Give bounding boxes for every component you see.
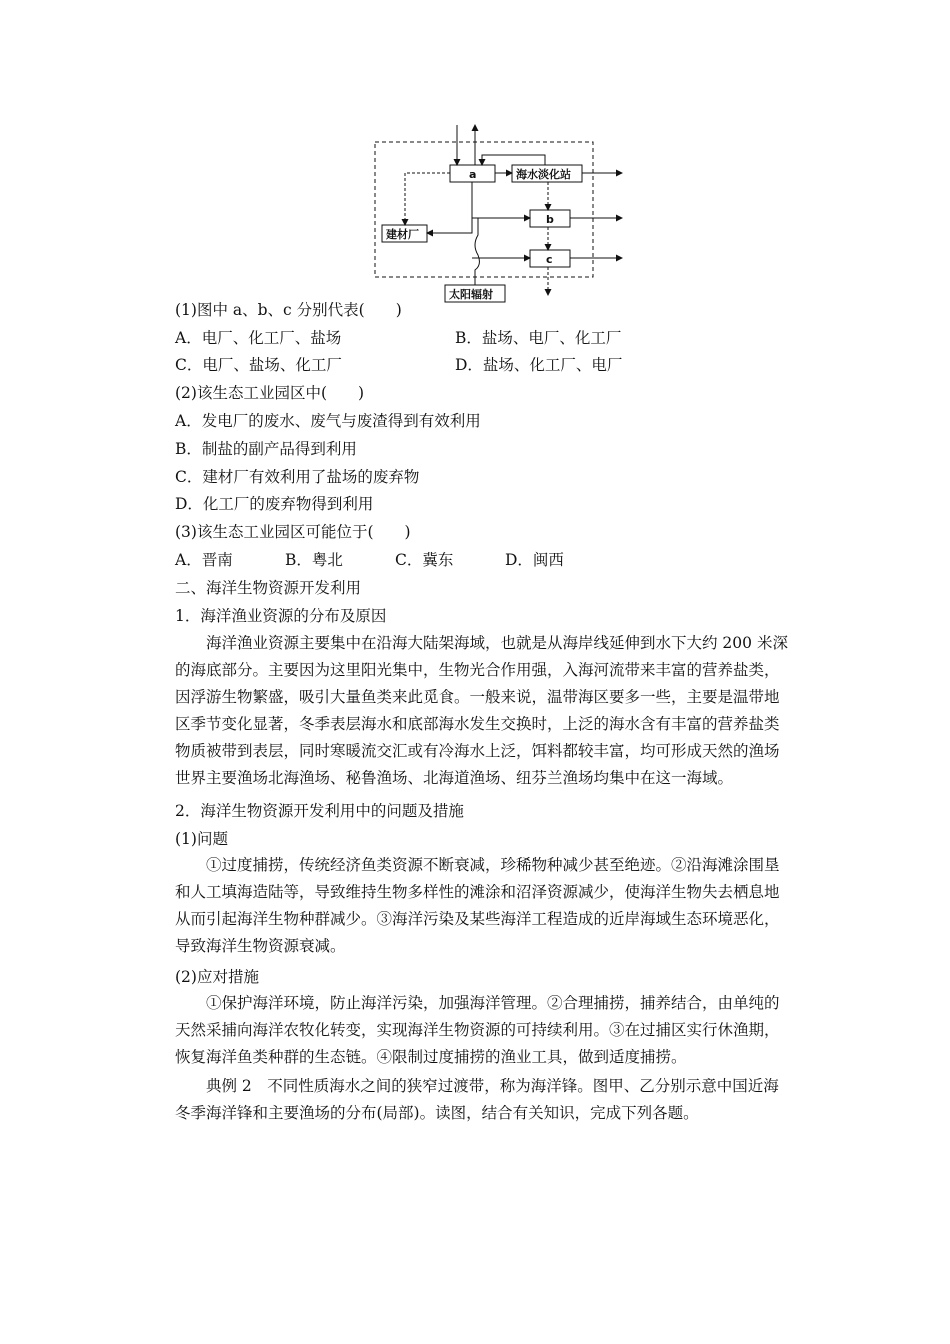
q2-option-c: C．建材厂有效利用了盐场的废弃物 bbox=[175, 468, 420, 486]
problems-line: 和人工填海造陆等，导致维持生物多样性的滩涂和沼泽资源减少，使海洋生物失去栖息地 bbox=[175, 883, 780, 901]
problems-line: ①过度捕捞，传统经济鱼类资源不断衰减，珍稀物种减少甚至绝迹。②沿海滩涂围垦 bbox=[175, 856, 780, 874]
fishery-line: 区季节变化显著，冬季表层海水和底部海水发生交换时，上泛的海水含有丰富的营养盐类 bbox=[175, 715, 780, 733]
measures-line: 恢复海洋鱼类种群的生态链。④限制过度捕捞的渔业工具，做到适度捕捞。 bbox=[175, 1048, 687, 1066]
q2-option-a: A．发电厂的废水、废气与废渣得到有效利用 bbox=[175, 412, 481, 430]
node-a-label: a bbox=[469, 168, 477, 181]
problems-line: 从而引起海洋生物种群减少。③海洋污染及某些海洋工程造成的近岸海域生态环境恶化， bbox=[175, 910, 780, 928]
q3-option-d: D．闽西 bbox=[505, 551, 564, 569]
q3-stem: (3)该生态工业园区可能位于( ) bbox=[175, 523, 411, 541]
subsection-2-title: 2．海洋生物资源开发利用中的问题及措施 bbox=[175, 802, 464, 820]
node-c-label: c bbox=[546, 253, 553, 266]
building-factory-label: 建材厂 bbox=[386, 228, 419, 241]
problems-line: 导致海洋生物资源衰减。 bbox=[175, 937, 346, 955]
measures-line: 天然采捕向海洋农牧化转变，实现海洋生物资源的可持续利用。③在过捕区实行休渔期， bbox=[175, 1021, 780, 1039]
fishery-line: 的海底部分。主要因为这里阳光集中，生物光合作用强，入海河流带来丰富的营养盐类， bbox=[175, 661, 780, 679]
fishery-line: 因浮游生物繁盛，吸引大量鱼类来此觅食。一般来说，温带海区要多一些，主要是温带地 bbox=[175, 688, 780, 706]
measures-title: (2)应对措施 bbox=[175, 968, 259, 986]
q1-option-a: A．电厂、化工厂、盐场 bbox=[175, 329, 342, 347]
q1-option-c: C．电厂、盐场、化工厂 bbox=[175, 356, 342, 374]
example-line: 典例 2 不同性质海水之间的狭窄过渡带，称为海洋锋。图甲、乙分别示意中国近海 bbox=[175, 1077, 779, 1095]
fishery-line: 海洋渔业资源主要集中在沿海大陆架海域，也就是从海岸线延伸到水下大约 200 米深 bbox=[175, 634, 788, 652]
q3-option-c: C．冀东 bbox=[395, 551, 454, 569]
q3-option-b: B．粤北 bbox=[285, 551, 343, 569]
measures-paragraph bbox=[175, 990, 815, 1071]
q2-option-b: B．制盐的副产品得到利用 bbox=[175, 440, 357, 458]
measures-line: ①保护海洋环境，防止海洋污染，加强海洋管理。②合理捕捞，捕养结合，由单纯的 bbox=[175, 994, 780, 1012]
node-b-label: b bbox=[546, 213, 554, 226]
q3-option-a: A．晋南 bbox=[175, 551, 233, 569]
problems-title: (1)问题 bbox=[175, 830, 228, 848]
q2-option-d: D．化工厂的废弃物得到利用 bbox=[175, 495, 374, 513]
q1-stem: (1)图中 a、b、c 分别代表( ) bbox=[175, 301, 402, 319]
desalination-label: 海水淡化站 bbox=[516, 168, 571, 181]
eco-industrial-park-diagram bbox=[360, 120, 640, 305]
fishery-paragraph bbox=[175, 630, 815, 792]
problems-paragraph bbox=[175, 852, 815, 960]
fishery-line: 世界主要渔场北海渔场、秘鲁渔场、北海道渔场、纽芬兰渔场均集中在这一海域。 bbox=[175, 769, 734, 787]
solar-label: 太阳辐射 bbox=[449, 288, 493, 301]
example-paragraph bbox=[175, 1073, 815, 1127]
q3-options bbox=[175, 550, 564, 570]
subsection-1-title: 1．海洋渔业资源的分布及原因 bbox=[175, 607, 387, 625]
q1-option-d: D．盐场、化工厂、电厂 bbox=[455, 356, 623, 374]
example-line: 冬季海洋锋和主要渔场的分布(局部)。读图，结合有关知识，完成下列各题。 bbox=[175, 1104, 699, 1122]
q1-option-b: B．盐场、电厂、化工厂 bbox=[455, 329, 622, 347]
fishery-line: 物质被带到表层，同时寒暖流交汇或有冷海水上泛，饵料都较丰富，均可形成天然的渔场 bbox=[175, 742, 780, 760]
section-title: 二、海洋生物资源开发利用 bbox=[175, 579, 362, 597]
q2-stem: (2)该生态工业园区中( ) bbox=[175, 384, 365, 402]
